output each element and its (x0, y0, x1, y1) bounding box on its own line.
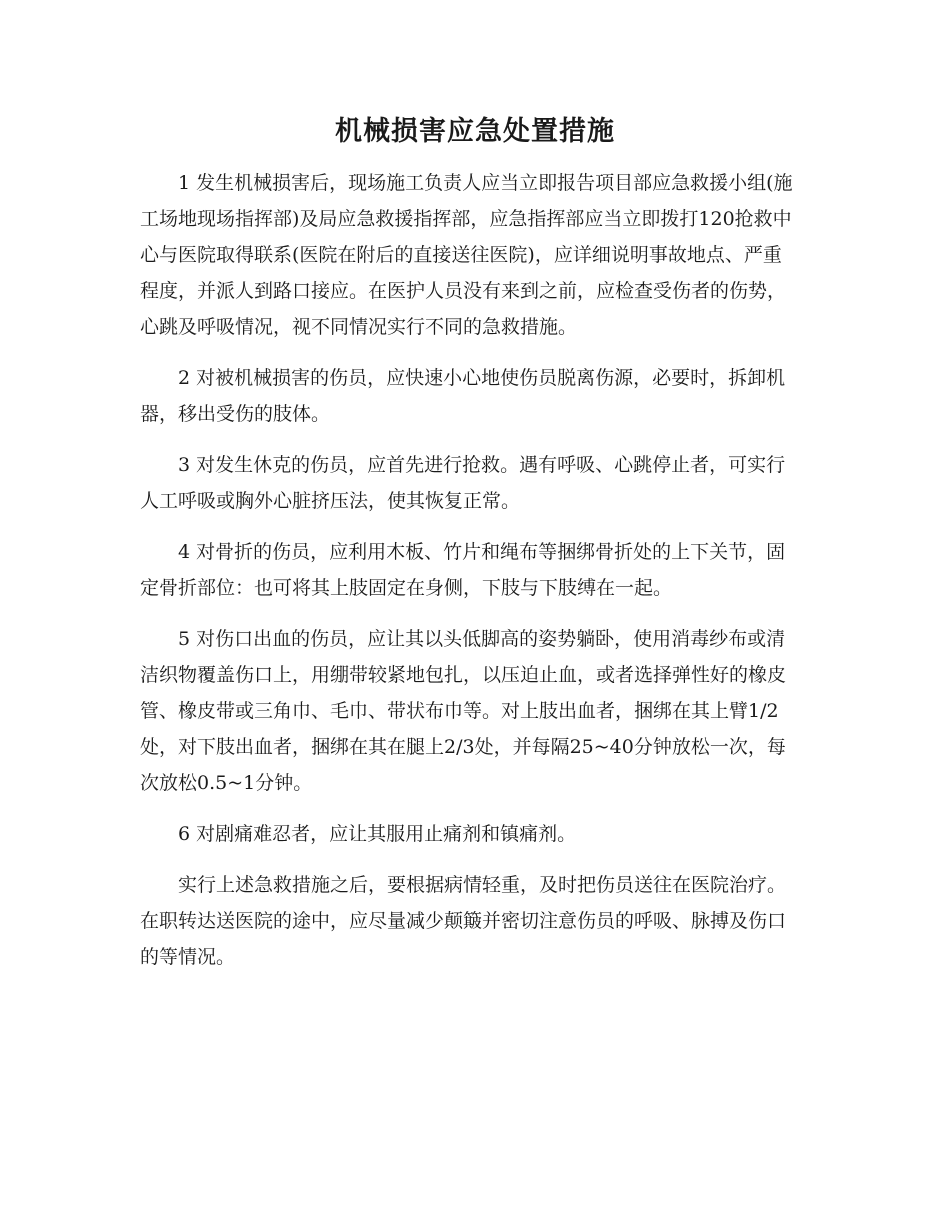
paragraph-2: 2 对被机械损害的伤员，应快速小心地使伤员脱离伤源，必要时，拆卸机器，移出受伤的肢体。 (140, 367, 786, 425)
paragraph-6: 6 对剧痛难忍者，应让其服用止痛剂和镇痛剂。 (178, 823, 577, 845)
document-body (140, 165, 800, 990)
paragraph-5: 5 对伤口出血的伤员，应让其以头低脚高的姿势躺卧，使用消毒纱布或清洁织物覆盖伤口上，用绷带较紧地包扎，以压迫止血，或者选择弹性好的橡皮管、橡皮带或三角巾、毛巾、带状布巾等。对上肢出血者，捆绑在其上臂1/2处，对下肢出血者，捆绑在其在腿上2/3处，并每隔25~40分钟放松一次，每次放松0.5~1分钟。 (140, 628, 787, 794)
paragraph-4: 4 对骨折的伤员，应利用木板、竹片和绳布等捆绑骨折处的上下关节，固定骨折部位：也可将其上肢固定在身侧，下肢与下肢缚在一起。 (140, 541, 786, 599)
paragraph-1: 1 发生机械损害后，现场施工负责人应当立即报告项目部应急救援小组(施工场地现场指挥部)及局应急救援指挥部，应急指挥部应当立即拨打120抢救中心与医院取得联系(医院在附后的直接送往医院)，应详细说明事故地点、严重程度，并派人到路口接应。在医护人员没有来到之前，应检查受伤者的伤势，心跳及呼吸情况，视不同情况实行不同的急救措施。 (140, 172, 793, 338)
paragraph-7: 实行上述急救措施之后，要根据病情轻重，及时把伤员送往在医院治疗。在职转达送医院的途中，应尽量减少颠簸并密切注意伤员的呼吸、脉搏及伤口的等情况。 (140, 874, 787, 968)
document-title: 机械损害应急处置措施 (335, 116, 615, 147)
paragraph-3: 3 对发生休克的伤员，应首先进行抢救。遇有呼吸、心跳停止者，可实行人工呼吸或胸外心脏挤压法，使其恢复正常。 (140, 454, 786, 512)
